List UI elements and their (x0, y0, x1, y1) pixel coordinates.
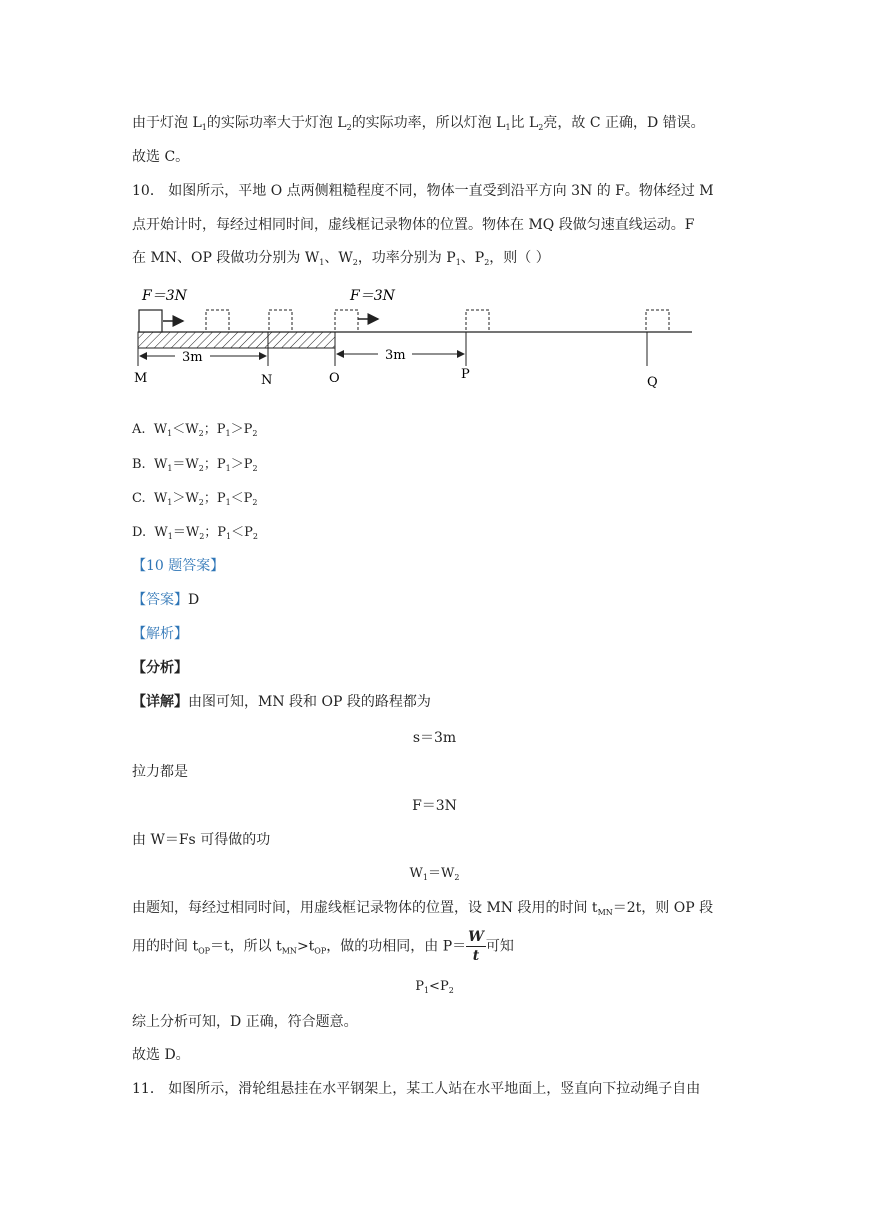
equation-w: $W_1=W_2$ (409, 866, 460, 882)
motion-diagram (120, 280, 710, 395)
pull-text: 拉力都是 (132, 764, 188, 780)
point-label-m: M (134, 371, 148, 386)
option-d: D. $W_1=W_2$；$P_1<P_2$ (132, 525, 258, 541)
dashed-box (646, 310, 669, 332)
option-a: A. $W_1<W_2$；$P_1>P_2$ (132, 422, 258, 438)
rough-surface (138, 332, 335, 348)
dashed-box (269, 310, 292, 332)
option-c: C. $W_1>W_2$；$P_1<P_2$ (132, 491, 258, 507)
q11-stem-line-1: 11． 如图所示，滑轮组悬挂在水平钢架上，某工人站在水平地面上，竖直向下拉动绳子自由 (132, 1081, 701, 1097)
prev-answer-line: 由于灯泡 $L_1$的实际功率大于灯泡 $L_2$的实际功率，所以灯泡 $L_1$比 $L_2$亮，故 C 正确，D 错误。 (132, 115, 705, 132)
equation-f: F＝3N (412, 798, 457, 814)
point-label-o: O (329, 371, 340, 386)
analysis-header: 【解析】 (132, 626, 188, 642)
choose-line: 故选 D。 (132, 1047, 190, 1063)
q10-stem-line-3: 在 MN、OP 段做功分别为 $W_1$、$W_2$，功率分别为 $P_1$、$P_2$，则（ ） (132, 250, 550, 267)
answer-line: 【答案】D (132, 592, 200, 608)
prev-choose-line: 故选 C。 (132, 149, 190, 165)
point-label-q: Q (647, 375, 658, 390)
equation-p: $P_1<P_2$ (415, 979, 454, 995)
fenxi-header: 【分析】 (132, 660, 188, 676)
point-label-n: N (261, 373, 273, 388)
distance-label-op: 3m (385, 348, 406, 363)
time-line-2: 用的时间 $t_{OP}=t$，所以 $t_{MN}>t_{OP}$，做的功相同，由 P＝ $\frac{W}{t}$ 可知 (132, 929, 514, 964)
dashed-box (206, 310, 229, 332)
q10-stem-line-1: 10． 如图所示，平地 O 点两侧粗糙程度不同，物体一直受到沿平方向 3N 的 F。物体经过 M (132, 183, 714, 199)
force-label-left: F＝3N (142, 288, 187, 304)
block-solid (139, 310, 162, 332)
power-fraction: $\frac{W}{t}$ (468, 929, 484, 964)
distance-label-mn: 3m (182, 350, 203, 365)
point-label-p: P (461, 367, 470, 382)
time-line-1: 由题知，每经过相同时间，用虚线框记录物体的位置，设 MN 段用的时间 $t_{MN}=2t$，则 OP 段 (132, 900, 714, 917)
option-b: B. $W_1=W_2$；$P_1>P_2$ (132, 457, 258, 473)
detail-line: 【详解】由图可知，MN 段和 OP 段的路程都为 (132, 694, 431, 710)
dashed-box (335, 310, 358, 332)
equation-s: s＝3m (412, 730, 457, 746)
work-text: 由 W＝Fs 可得做的功 (132, 832, 271, 848)
dashed-box (466, 310, 489, 332)
summary-line: 综上分析可知，D 正确，符合题意。 (132, 1014, 358, 1030)
q10-stem-line-2: 点开始计时，每经过相同时间，虚线框记录物体的位置。物体在 MQ 段做匀速直线运动。F (132, 217, 695, 233)
force-label-right: F＝3N (350, 288, 395, 304)
answer-section-header: 【10 题答案】 (132, 558, 225, 574)
